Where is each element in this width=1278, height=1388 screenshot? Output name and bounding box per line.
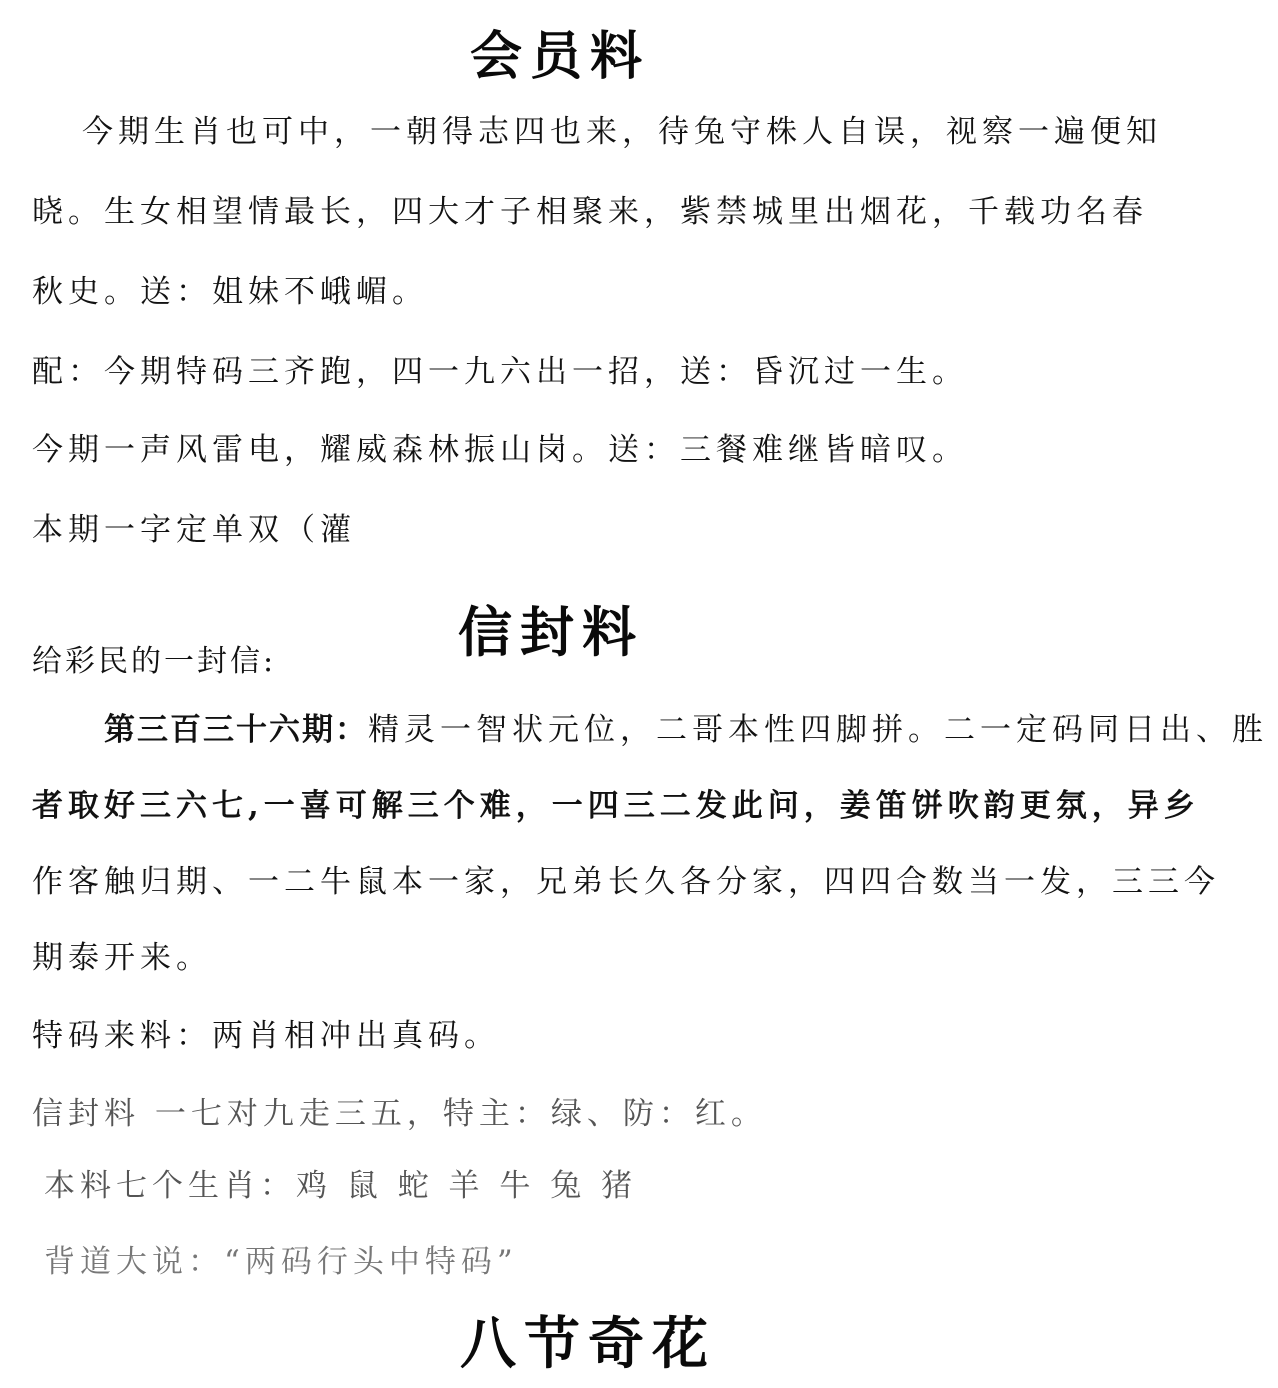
paragraph-line: 作客触归期、一二牛鼠本一家，兄弟长久各分家，四四合数当一发，三三今: [32, 864, 1220, 900]
paragraph-line: 今期生肖也可中，一朝得志四也来，待兔守株人自误，视察一遍便知: [82, 114, 1162, 150]
paragraph-line: 信封料 一七对九走三五，特主：绿、防：红。: [32, 1096, 767, 1132]
issue-label: 第三百三十六期：: [104, 712, 368, 748]
paragraph-line: 晓。生女相望情最长，四大才子相聚来，紫禁城里出烟花，千载功名春: [32, 194, 1148, 230]
paragraph-line: 特码来料：两肖相冲出真码。: [32, 1018, 500, 1054]
section-title-xinfeng: 信封料: [458, 601, 644, 664]
issue-text: 精灵一智状元位，二哥本性四脚拼。二一定码同日出、胜: [368, 712, 1268, 748]
section-title-huiyuan: 会员料: [470, 27, 651, 87]
paragraph-line: 秋史。送：姐妹不峨嵋。: [32, 274, 428, 310]
paragraph-line: 期泰开来。: [32, 940, 212, 976]
paragraph-line: 者取好三六七,一喜可解三个难，一四三二发此问，姜笛饼吹韵更氛，异乡: [32, 788, 1200, 824]
paragraph-line: 配：今期特码三齐跑，四一九六出一招，送：昏沉过一生。: [32, 354, 968, 390]
letter-intro: 给彩民的一封信:: [32, 644, 277, 679]
paragraph-line: 本料七个生肖：鸡 鼠 蛇 羊 牛 兔 猪: [44, 1168, 638, 1204]
section-title-bajie: 八节奇花: [460, 1312, 716, 1377]
paragraph-line: 本期一字定单双（灌: [32, 512, 356, 548]
issue-line: [104, 704, 1268, 749]
paragraph-line: 背道大说：“两码行头中特码”: [44, 1244, 518, 1280]
paragraph-line: 今期一声风雷电，耀威森林振山岗。送：三餐难继皆暗叹。: [32, 432, 968, 468]
